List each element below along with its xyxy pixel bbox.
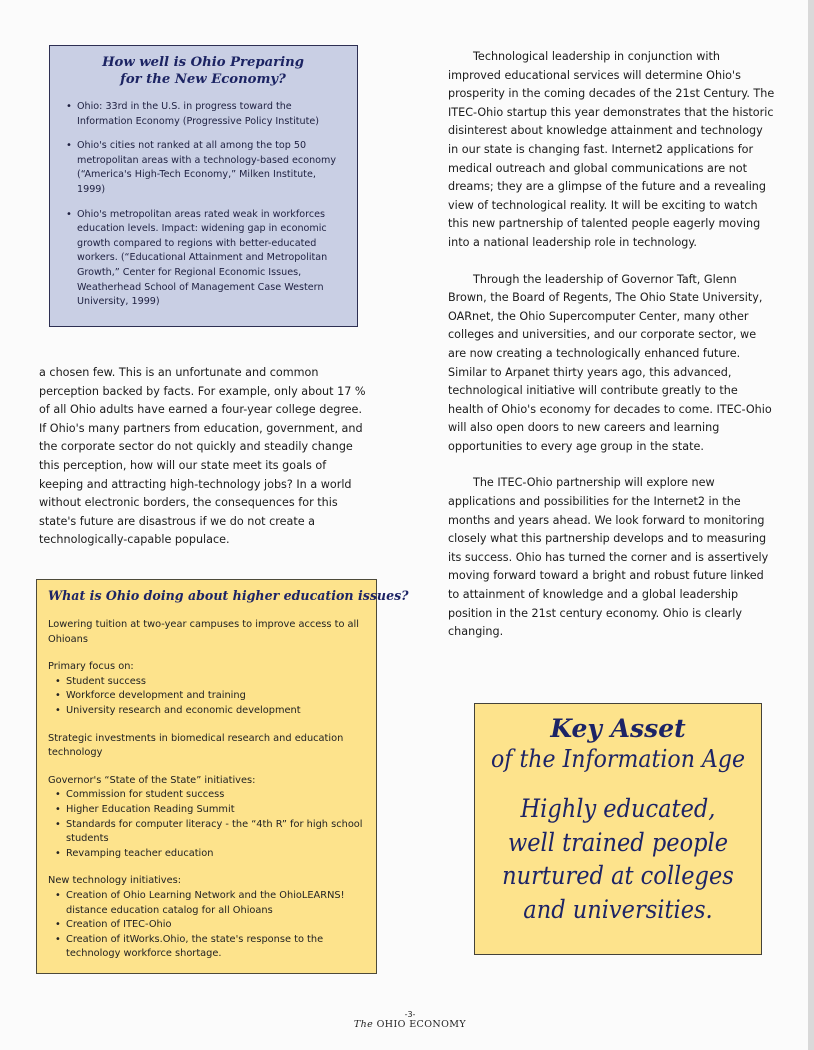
page-number: -3- (404, 1010, 416, 1019)
ohio-preparing-box (49, 45, 358, 327)
box-title: What is Ohio doing about higher education issues? (48, 588, 409, 603)
callout-line: well trained people (507, 827, 729, 857)
box-title-line-2: for the New Economy? (120, 72, 286, 87)
bullet-list (63, 100, 343, 310)
right-column (448, 48, 775, 660)
list-item: • Creation of ITEC-Ohio (66, 918, 366, 933)
body-paragraph: Through the leadership of Governor Taft, Glenn Brown, the Board of Regents, The Ohio State University, OARnet, the Ohio Supercomputer Center, many other colleges and universities, and our corporate sector, we are now creating a technologically enhanced future. Similar to Arpanet thirty years ago, this advanced, technological initiative will contribute greatly to the health of Ohio's economy for decades to come. ITEC-Ohio will also open doors to new careers and learning opportunities to every age group in the state. (448, 272, 772, 453)
bullet-list (48, 889, 366, 962)
box-title-line-1: How well is Ohio Preparing (102, 55, 304, 70)
block-text: Lowering tuition at two-year campuses to improve access to all Ohioans (48, 619, 359, 645)
lowering-tuition-block (48, 618, 366, 647)
bullet-list (48, 788, 366, 861)
box-title (63, 54, 343, 88)
bullet-list (48, 675, 366, 719)
callout-line: Highly educated, (520, 794, 716, 823)
publication-title (340, 1019, 480, 1031)
callout-subtitle: of the Information Age (491, 744, 745, 773)
higher-education-box (36, 579, 409, 974)
key-asset-callout (474, 703, 762, 955)
callout-line: nurtured at colleges (502, 861, 734, 891)
callout-title: Key Asset (550, 714, 686, 743)
list-item: • University research and economic development (66, 704, 366, 719)
list-item: • Workforce development and training (66, 689, 366, 704)
left-column (39, 364, 369, 550)
list-item: • Ohio's cities not ranked at all among the top 50 metropolitan areas with a technology-based economy (“America's High-Tech Economy,” Milken Institute, 1999) (77, 139, 343, 197)
governor-initiatives-block (48, 774, 366, 862)
technology-initiatives-block (48, 874, 366, 962)
list-item: • Creation of itWorks.Ohio, the state's response to the technology workforce shortage. (66, 933, 366, 962)
list-item: • Creation of Ohio Learning Network and the OhioLEARNS! distance education catalog for all Ohioans (66, 889, 366, 918)
body-paragraph: a chosen few. This is an unfortunate and common perception backed by facts. For example, only about 17 % of all Ohio adults have earned a four-year college degree. If Ohio's many partners from education, government, and the corporate sector do not quickly and steadily change this perception, how will our state meet its goals of keeping and attracting high-technology jobs? In a world without electronic borders, the consequences for this state's future are disastrous if we do not create a technologically-capable populace. (39, 366, 366, 547)
list-item: • Revamping teacher education (66, 847, 366, 862)
block-heading: Governor's “State of the State” initiatives: (48, 774, 256, 786)
list-item: • Higher Education Reading Summit (66, 803, 366, 818)
body-paragraph: Technological leadership in conjunction with improved educational services will determine Ohio's prosperity in the coming decades of the 21st Century. The ITEC-Ohio startup this year demonstrates that the historic disinterest about knowledge attainment and technology in our state is changing fast. Internet2 applications for medical outreach and global communications are not dreams; they are a glimpse of the future and a revealing view of technological reality. It will be exciting to watch this new partnership of talented people eagerly moving into a national leadership role in technology. (448, 50, 775, 249)
primary-focus-block (48, 660, 366, 718)
title-prefix: The (353, 1019, 374, 1030)
title-main: OHIO ECONOMY (376, 1019, 467, 1030)
body-paragraph: The ITEC-Ohio partnership will explore new applications and possibilities for the Internet2 in the months and years ahead. We look forward to monitoring closely what this partnership develops and to measuring its success. Ohio has turned the corner and is assertively moving forward toward a bright and robust future linked to attainment of knowledge and a global leadership position in the 21st century economy. Ohio is clearly changing. (448, 476, 769, 639)
block-heading: Primary focus on: (48, 661, 134, 673)
block-text: Strategic investments in biomedical research and education technology (48, 732, 344, 759)
page-edge (808, 0, 814, 1050)
list-item: • Ohio: 33rd in the U.S. in progress toward the Information Economy (Progressive Policy Institute) (77, 100, 343, 129)
strategic-investments-block (48, 732, 366, 761)
list-item: • Standards for computer literacy - the “4th R” for high school students (66, 818, 366, 847)
callout-line: and universities. (523, 894, 713, 924)
callout-body (489, 792, 746, 926)
list-item: • Commission for student success (66, 788, 366, 803)
list-item: • Ohio's metropolitan areas rated weak in workforces education levels. Impact: widening gap in economic growth compared to regions with better-educated workers. (“Educational Attainment and Metropolitan Growth,” Center for Regional Economic Issues, Weatherhead School of Management Case Western University, 1999) (77, 208, 343, 310)
list-item: • Student success (66, 675, 366, 690)
block-heading: New technology initiatives: (48, 875, 182, 887)
page-footer (340, 1010, 480, 1031)
